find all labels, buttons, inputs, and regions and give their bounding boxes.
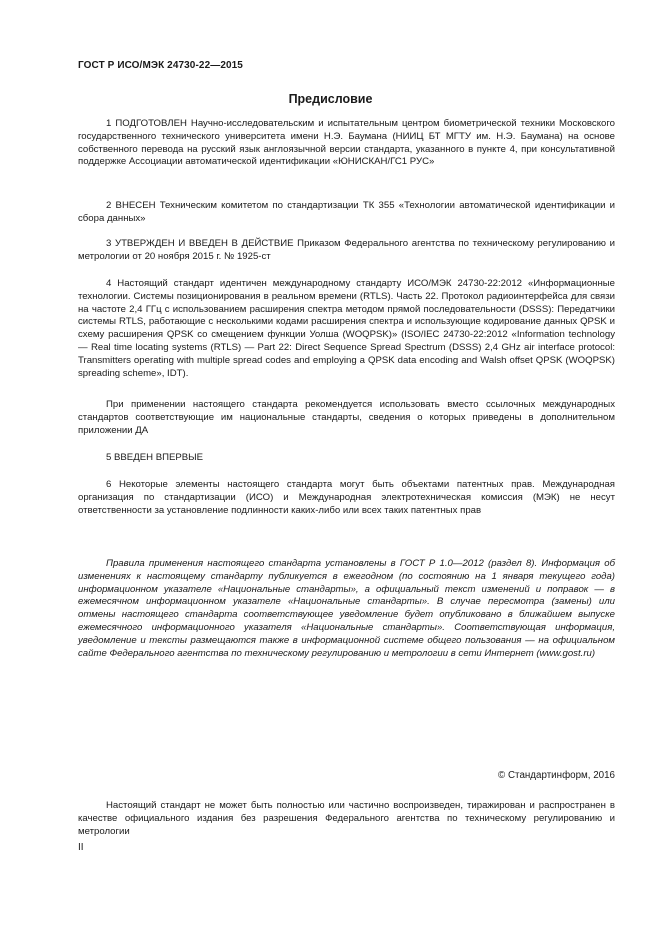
paragraph-5-introduced: 5 ВВЕДЕН ВПЕРВЫЕ bbox=[106, 452, 204, 463]
document-code-header: ГОСТ Р ИСО/МЭК 24730-22—2015 bbox=[78, 60, 243, 71]
paragraph-4-note: При применении настоящего стандарта рекомендуется использовать вместо ссылочных международных стандартов соответствующие им национальные стандарты, сведения о которых приведены в дополнительном приложении ДА bbox=[78, 399, 615, 436]
application-rules-notice: Правила применения настоящего стандарта установлены в ГОСТ Р 1.0—2012 (раздел 8). Информация об изменениях к настоящему стандарту публикуется в ежегодном (по состоянию на 1 января текущего года) информационном указателе «Национальные стандарты», а официальный текст изменений и поправок — в ежемесячном информационном указателе «Национальные стандарты». В случае пересмотра (замены) или отмены настоящего стандарта соответствующее уведомление будет опубликовано в ближайшем выпуске ежемесячного информационного указателя «Национальные стандарты». Соответствующая информация, уведомление и тексты размещаются также в информационной системе общего пользования — на официальном сайте Федерального агентства по техническому регулированию и метрологии в сети Интернет (www.gost.ru) bbox=[78, 558, 615, 659]
page-number: II bbox=[78, 842, 84, 853]
copyright-line: © Стандартинформ, 2016 bbox=[498, 770, 615, 781]
paragraph-4-identical: 4 Настоящий стандарт идентичен международному стандарту ИСО/МЭК 24730-22:2012 «Информационные технологии. Системы позиционирования в реальном времени (RTLS). Часть 22. Протокол радиоинтерфейса для связи на частоте 2,4 ГГц с использованием расширения спектра методом прямой последовательности (DSSS): Передатчики системы RTLS, работающие с несколькими кодами расширения спектра и использующие кодирование данных QPSK и схему расширения QPSK со смещением функции Уолша (WOQPSK)» (ISO/IEC 24730-22:2012 «Information technology — Real time locating systems (RTLS) — Part 22: Direct Sequence Spread Spectrum (DSSS) 2,4 GHz air interface protocol: Transmitters operating with multiple spread codes and employing a QPSK data encoding and Walsh offset QPSK (WOQPSK) spreading scheme», IDT). bbox=[78, 278, 615, 379]
paragraph-2-submitted: 2 ВНЕСЕН Техническим комитетом по стандартизации ТК 355 «Технологии автоматической идентификации и сбора данных» bbox=[78, 200, 615, 224]
paragraph-3-approved: 3 УТВЕРЖДЕН И ВВЕДЕН В ДЕЙСТВИЕ Приказом Федерального агентства по техническому регулированию и метрологии от 20 ноября 2015 г. № 1925-ст bbox=[78, 238, 615, 262]
section-title: Предисловие bbox=[288, 92, 373, 106]
paragraph-1-prepared: 1 ПОДГОТОВЛЕН Научно-исследовательским и испытательным центром биометрической техники Московского государственного технического университета имени Н.Э. Баумана (НИИЦ БТ МГТУ им. Н.Э. Баумана) на основе собственного перевода на русский язык англоязычной версии стандарта, указанного в пункте 4, при консультативной поддержке Ассоциации автоматической идентификации «ЮНИСКАН/ГС1 РУС» bbox=[78, 118, 615, 168]
reproduction-notice: Настоящий стандарт не может быть полностью или частично воспроизведен, тиражирован и распространен в качестве официального издания без разрешения Федерального агентства по техническому регулированию и метрологии bbox=[78, 800, 615, 837]
paragraph-6-patents: 6 Некоторые элементы настоящего стандарта могут быть объектами патентных прав. Международная организация по стандартизации (ИСО) и Международная электротехническая комиссия (МЭК) не несут ответственности за установление подлинности каких-либо или всех таких патентных прав bbox=[78, 479, 615, 516]
